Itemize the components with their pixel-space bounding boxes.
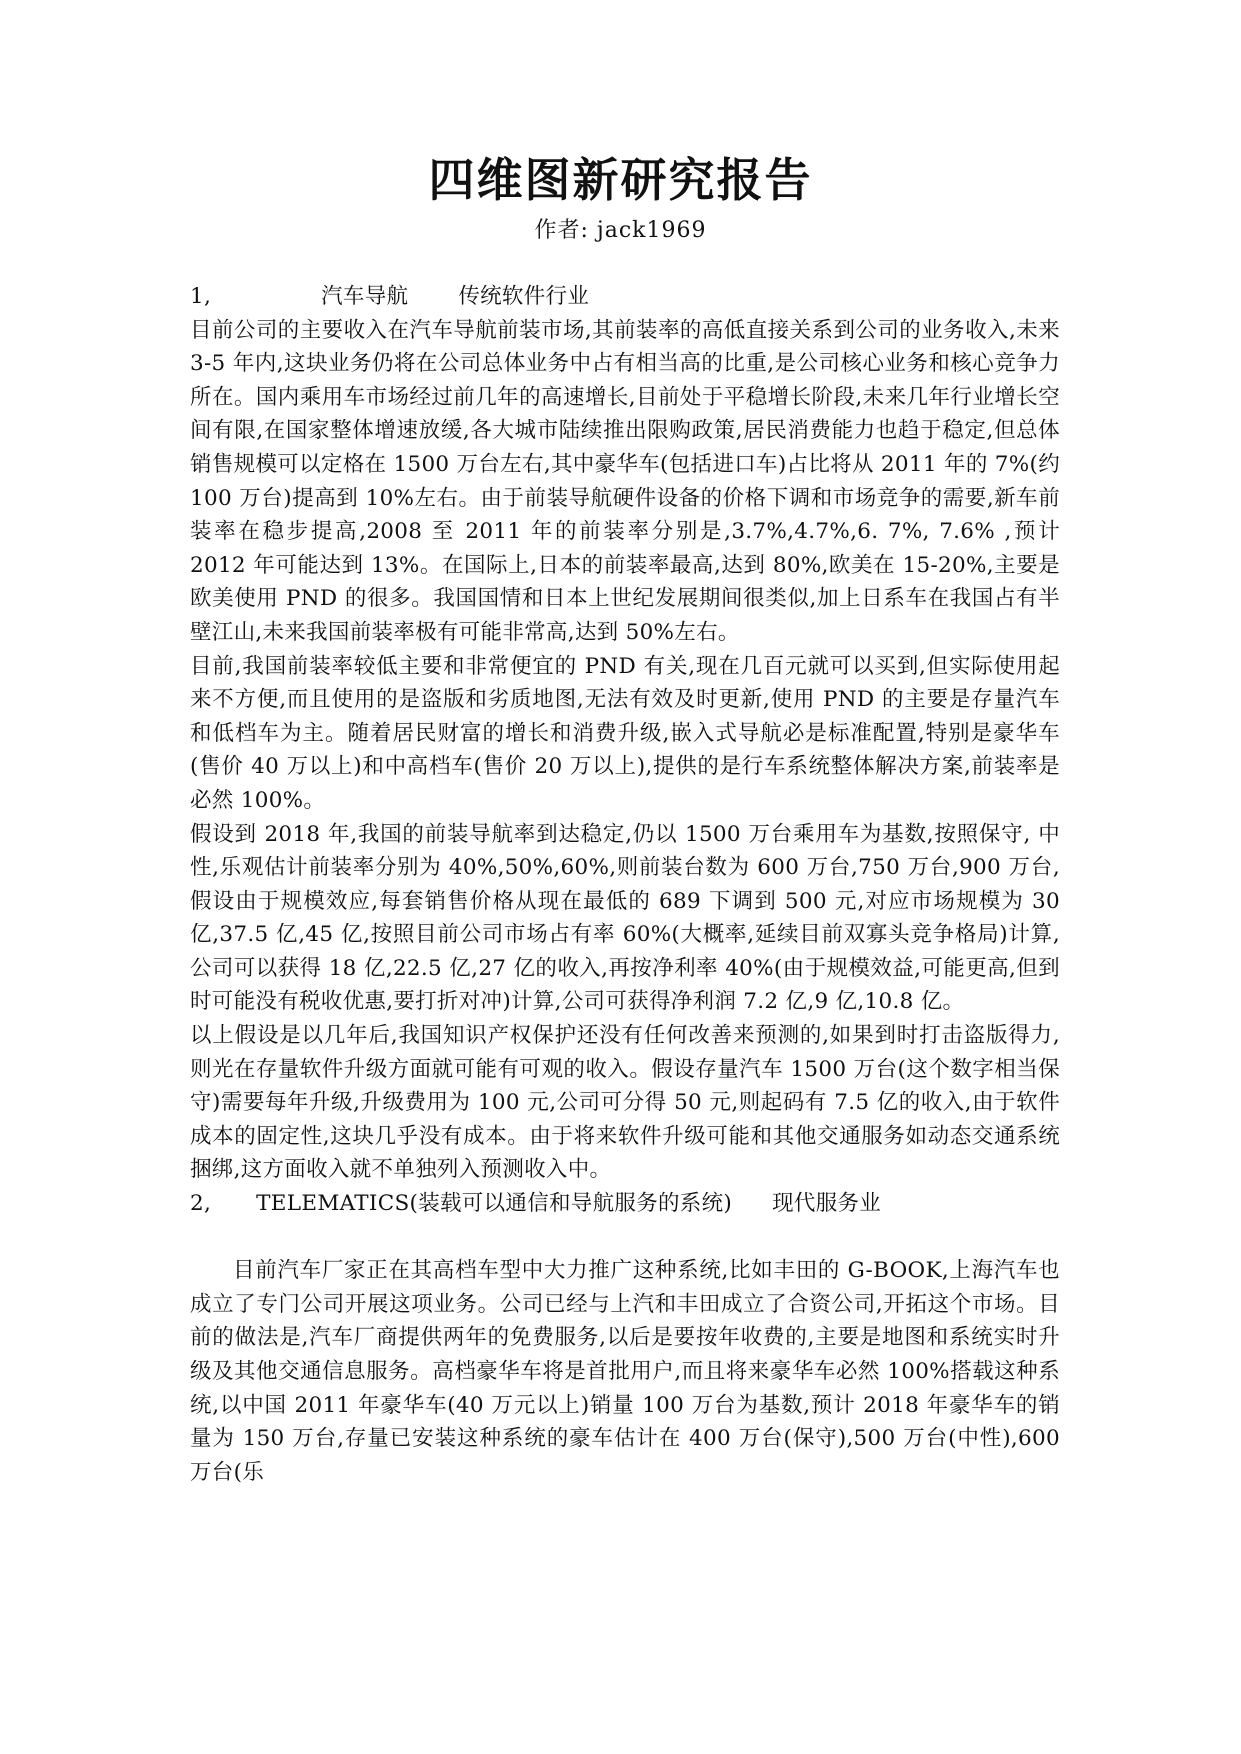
paragraph: 目前,我国前装率较低主要和非常便宜的 PND 有关,现在几百元就可以买到,但实际使用起来不方便,而且使用的是盗版和劣质地图,无法有效及时更新,使用 PND 的主要是存量汽车和低档车为主。随着居民财富的增长和消费升级,嵌入式导航必是标准配置,特别是豪华车(售价 40 万以上)和中高档车(售价 20 万以上),提供的是行车系统整体解决方案,前装率是必然 100%。 xyxy=(190,653,1060,813)
paragraph: 假设到 2018 年,我国的前装导航率到达稳定,仍以 1500 万台乘用车为基数,按照保守, 中性,乐观估计前装率分别为 40%,50%,60%,则前装台数为 600 万台,750 万台,900 万台,假设由于规模效应,每套销售价格从现在最低的 689 下调到 500 元,对应市场规模为 30 亿,37.5 亿,45 亿,按照目前公司市场占有率 60%(大概率,延续目前双寡头竞争格局)计算,公司可以获得 18 亿,22.5 亿,27 亿的收入,再按净利率 40%(由于规模效益,可能更高,但到时可能没有税收优惠,要打折对冲)计算,公司可获得净利润 7.2 亿,9 亿,10.8 亿。 xyxy=(190,821,1060,1015)
section-category: 传统软件行业 xyxy=(458,284,590,309)
paragraph: 目前公司的主要收入在汽车导航前装市场,其前装率的高低直接关系到公司的业务收入,未来 3-5 年内,这块业务仍将在公司总体业务中占有相当高的比重,是公司核心业务和核心竞争力所在。国内乘用车市场经过前几年的高速增长,目前处于平稳增长阶段,未来几年行业增长空间有限,在国家整体增速放缓,各大城市陆续推出限购政策,居民消费能力也趋于稳定,但总体销售规模可以定格在 1500 万台左右,其中豪华车(包括进口车)占比将从 2011 年的 7%(约 100 万台)提高到 10%左右。由于前装导航硬件设备的价格下调和市场竞争的需要,新车前装率在稳步提高,2008 至 2011 年的前装率分别是,3.7%,4.7%,6. 7%, 7.6% ,预计 2012 年可能达到 13%。在国际上,日本的前装率最高,达到 80%,欧美在 15-20%,主要是欧美使用 PND 的很多。我国国情和日本上世纪发展期间很类似,加上日系车在我国占有半壁江山,未来我国前装率极有可能非常高,达到 50%左右。 xyxy=(190,317,1060,645)
section-topic: 汽车导航 xyxy=(321,284,409,309)
section-category: 现代服务业 xyxy=(772,1191,882,1217)
section-topic: TELEMATICS(装载可以通信和导航服务的系统) xyxy=(256,1191,733,1217)
paragraph: 目前汽车厂家正在其高档车型中大力推广这种系统,比如丰田的 G-BOOK,上海汽车也成立了专门公司开展这项业务。公司已经与上汽和丰田成立了合资公司,开拓这个市场。目前的做法是,汽车厂商提供两年的免费服务,以后是要按年收费的,主要是地图和系统实时升级及其他交通信息服务。高档豪华车将是首批用户,而且将来豪华车必然 100%搭载这种系统,以中国 2011 年豪华车(40 万元以上)销量 100 万台为基数,预计 2018 年豪华车的销量为 150 万台,存量已安装这种系统的豪车估计在 400 万台(保守),500 万台(中性),600 万台(乐 xyxy=(190,1258,1060,1485)
section-number: 1, xyxy=(190,284,212,309)
section-heading-1 xyxy=(190,280,1060,314)
document-author: 作者: jack1969 xyxy=(534,218,707,243)
paragraph: 以上假设是以几年后,我国知识产权保护还没有任何改善来预测的,如果到时打击盗版得力,则光在存量软件升级方面就可能有可观的收入。假设存量汽车 1500 万台(这个数字相当保守)需要每年升级,升级费用为 100 元,公司可分得 50 元,则起码有 7.5 亿的收入,由于软件成本的固定性,这块几乎没有成本。由于将来软件升级可能和其他交通服务如动态交通系统捆绑,这方面收入就不单独列入预测收入中。 xyxy=(190,1023,1060,1183)
blank-line xyxy=(190,1221,1060,1255)
section-heading-2 xyxy=(190,1187,1060,1221)
document-body xyxy=(190,280,1060,1489)
section-number: 2, xyxy=(190,1191,212,1217)
document-title: 四维图新研究报告 xyxy=(428,153,813,207)
